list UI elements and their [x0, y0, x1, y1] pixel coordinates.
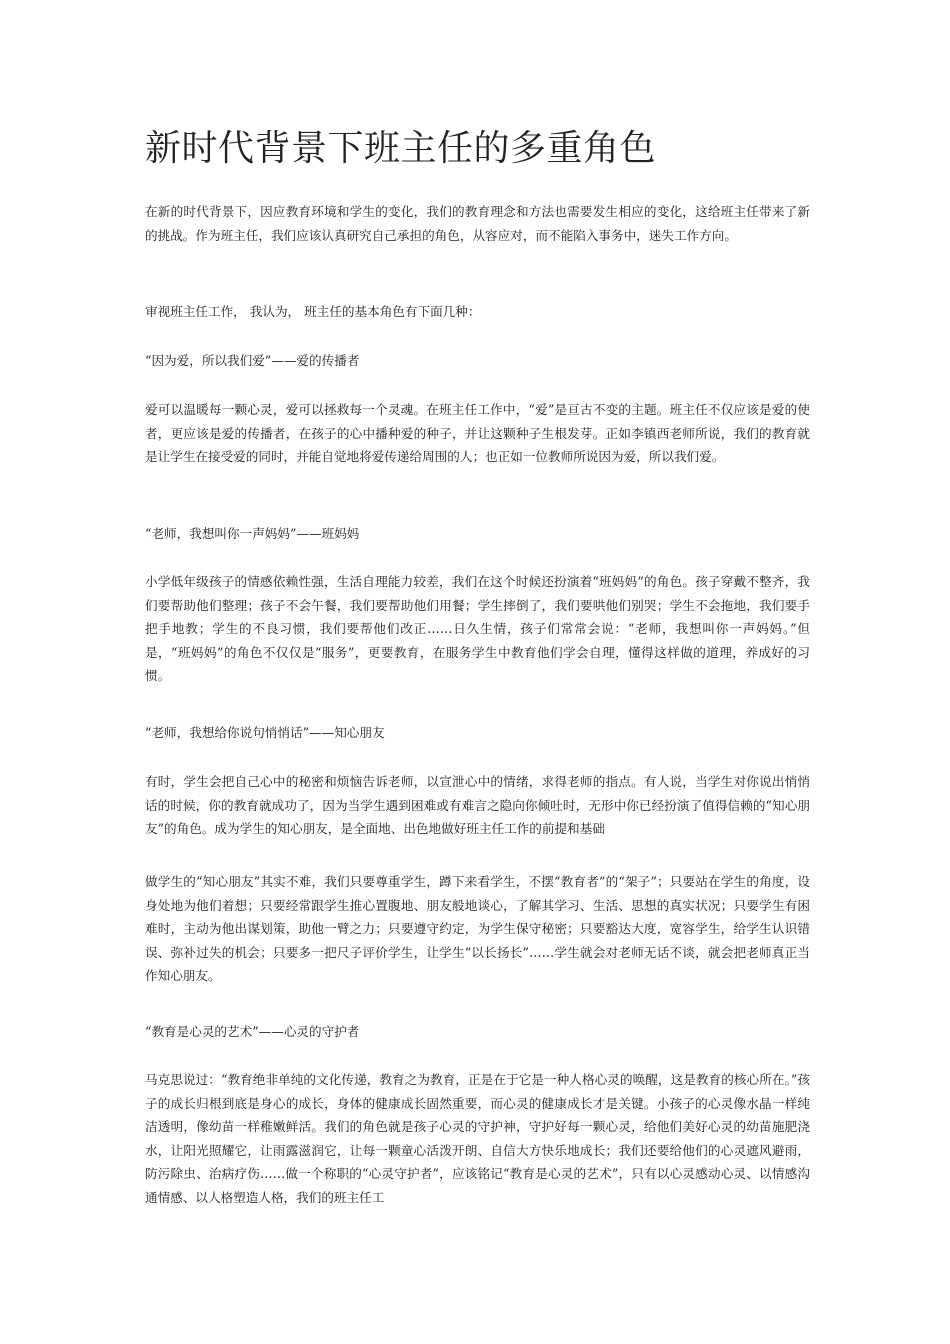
section-heading-class-mom: “老师，我想叫你一声妈妈”——班妈妈 — [145, 526, 360, 541]
paragraph-love: 爱可以温暖每一颗心灵，爱可以拯救每一个灵魂。在班主任工作中，“爱”是亘古不变的主题。班主任不仅应该是爱的使者，更应该是爱的传播者，在孩子的心中播种爱的种子，并让这颗种子生根发芽。正如李镇西老师所说，我们的教育就是让学生在接受爱的同时，并能自觉地将爱传递给周围的人；也正如一位教师所说因为爱，所以我们爱。 — [145, 402, 810, 465]
paragraph-class-mom: 小学低年级孩子的情感依赖性强，生活自理能力较差，我们在这个时候还扮演着“班妈妈”的角色。孩子穿戴不整齐，我们要帮助他们整理；孩子不会午餐，我们要帮助他们用餐；学生摔倒了，我们要哄他们别哭；学生不会拖地，我们要手把手地教；学生的不良习惯，我们要帮他们改正……日久生情，孩子们常常会说：“老师，我想叫你一声妈妈。”但是，“班妈妈”的角色不仅仅是“服务”，更要教育，在服务学生中教育他们学会自理，懂得这样做的道理，养成好的习惯。 — [145, 574, 810, 684]
section-heading-friend: “老师，我想给你说句悄悄话”——知心朋友 — [145, 725, 385, 740]
paragraph-friend: 有时，学生会把自己心中的秘密和烦恼告诉老师，以宣泄心中的情绪，求得老师的指点。有人说，当学生对你说出悄悄话的时候，你的教育就成功了，因为当学生遇到困难或有难言之隐向你倾吐时，无形中你已经扮演了值得信赖的“知心朋友”的角色。成为学生的知心朋友，是全面地、出色地做好班主任工作的前提和基础 — [145, 774, 810, 837]
section-heading-love: “因为爱，所以我们爱”——爱的传播者 — [145, 353, 360, 368]
document-title: 新时代背景下班主任的多重角色 — [145, 128, 657, 169]
paragraph-intro: 在新的时代背景下，因应教育环境和学生的变化，我们的教育理念和方法也需要发生相应的变化，这给班主任带来了新的挑战。作为班主任，我们应该认真研究自己承担的角色，从容应对，而不能陷入事务中，迷失工作方向。 — [145, 204, 810, 243]
section-heading-guardian: “教育是心灵的艺术”——心灵的守护者 — [145, 1024, 360, 1039]
paragraph-overview: 审视班主任工作， 我认为， 班主任的基本角色有下面几种： — [145, 304, 481, 319]
paragraph-friend-how: 做学生的“知心朋友”其实不难，我们只要尊重学生，蹲下来看学生，不摆“教育者”的“架子”；只要站在学生的角度，设身处地为他们着想；只要经常跟学生推心置腹地、朋友般地谈心，了解其学习、生活、思想的真实状况；只要学生有困难时，主动为他出谋划策，助他一臂之力；只要遵守约定，为学生保守秘密；只要豁达大度，宽容学生，给学生认识错误、弥补过失的机会；只要多一把尺子评价学生，让学生“以长扬长”……学生就会对老师无话不谈，就会把老师真正当作知心朋友。 — [145, 874, 810, 984]
paragraph-guardian: 马克思说过：“教育绝非单纯的文化传递，教育之为教育，正是在于它是一种人格心灵的唤醒，这是教育的核心所在。”孩子的成长归根到底是身心的成长，身体的健康成长固然重要，而心灵的健康成长才是关键。小孩子的心灵像水晶一样纯洁透明，像幼苗一样稚嫩鲜活。我们的角色就是孩子心灵的守护神，守护好每一颗心灵，给他们美好心灵的幼苗施肥浇水，让阳光照耀它，让雨露滋润它，让每一颗童心活泼开朗、自信大方快乐地成长；我们还要给他们的心灵遮风避雨，防污除虫、治病疗伤……做一个称职的“心灵守护者”，应该铭记“教育是心灵的艺术”，只有以心灵感动心灵、以情感沟通情感、以人格塑造人格，我们的班主任工 — [145, 1072, 810, 1205]
